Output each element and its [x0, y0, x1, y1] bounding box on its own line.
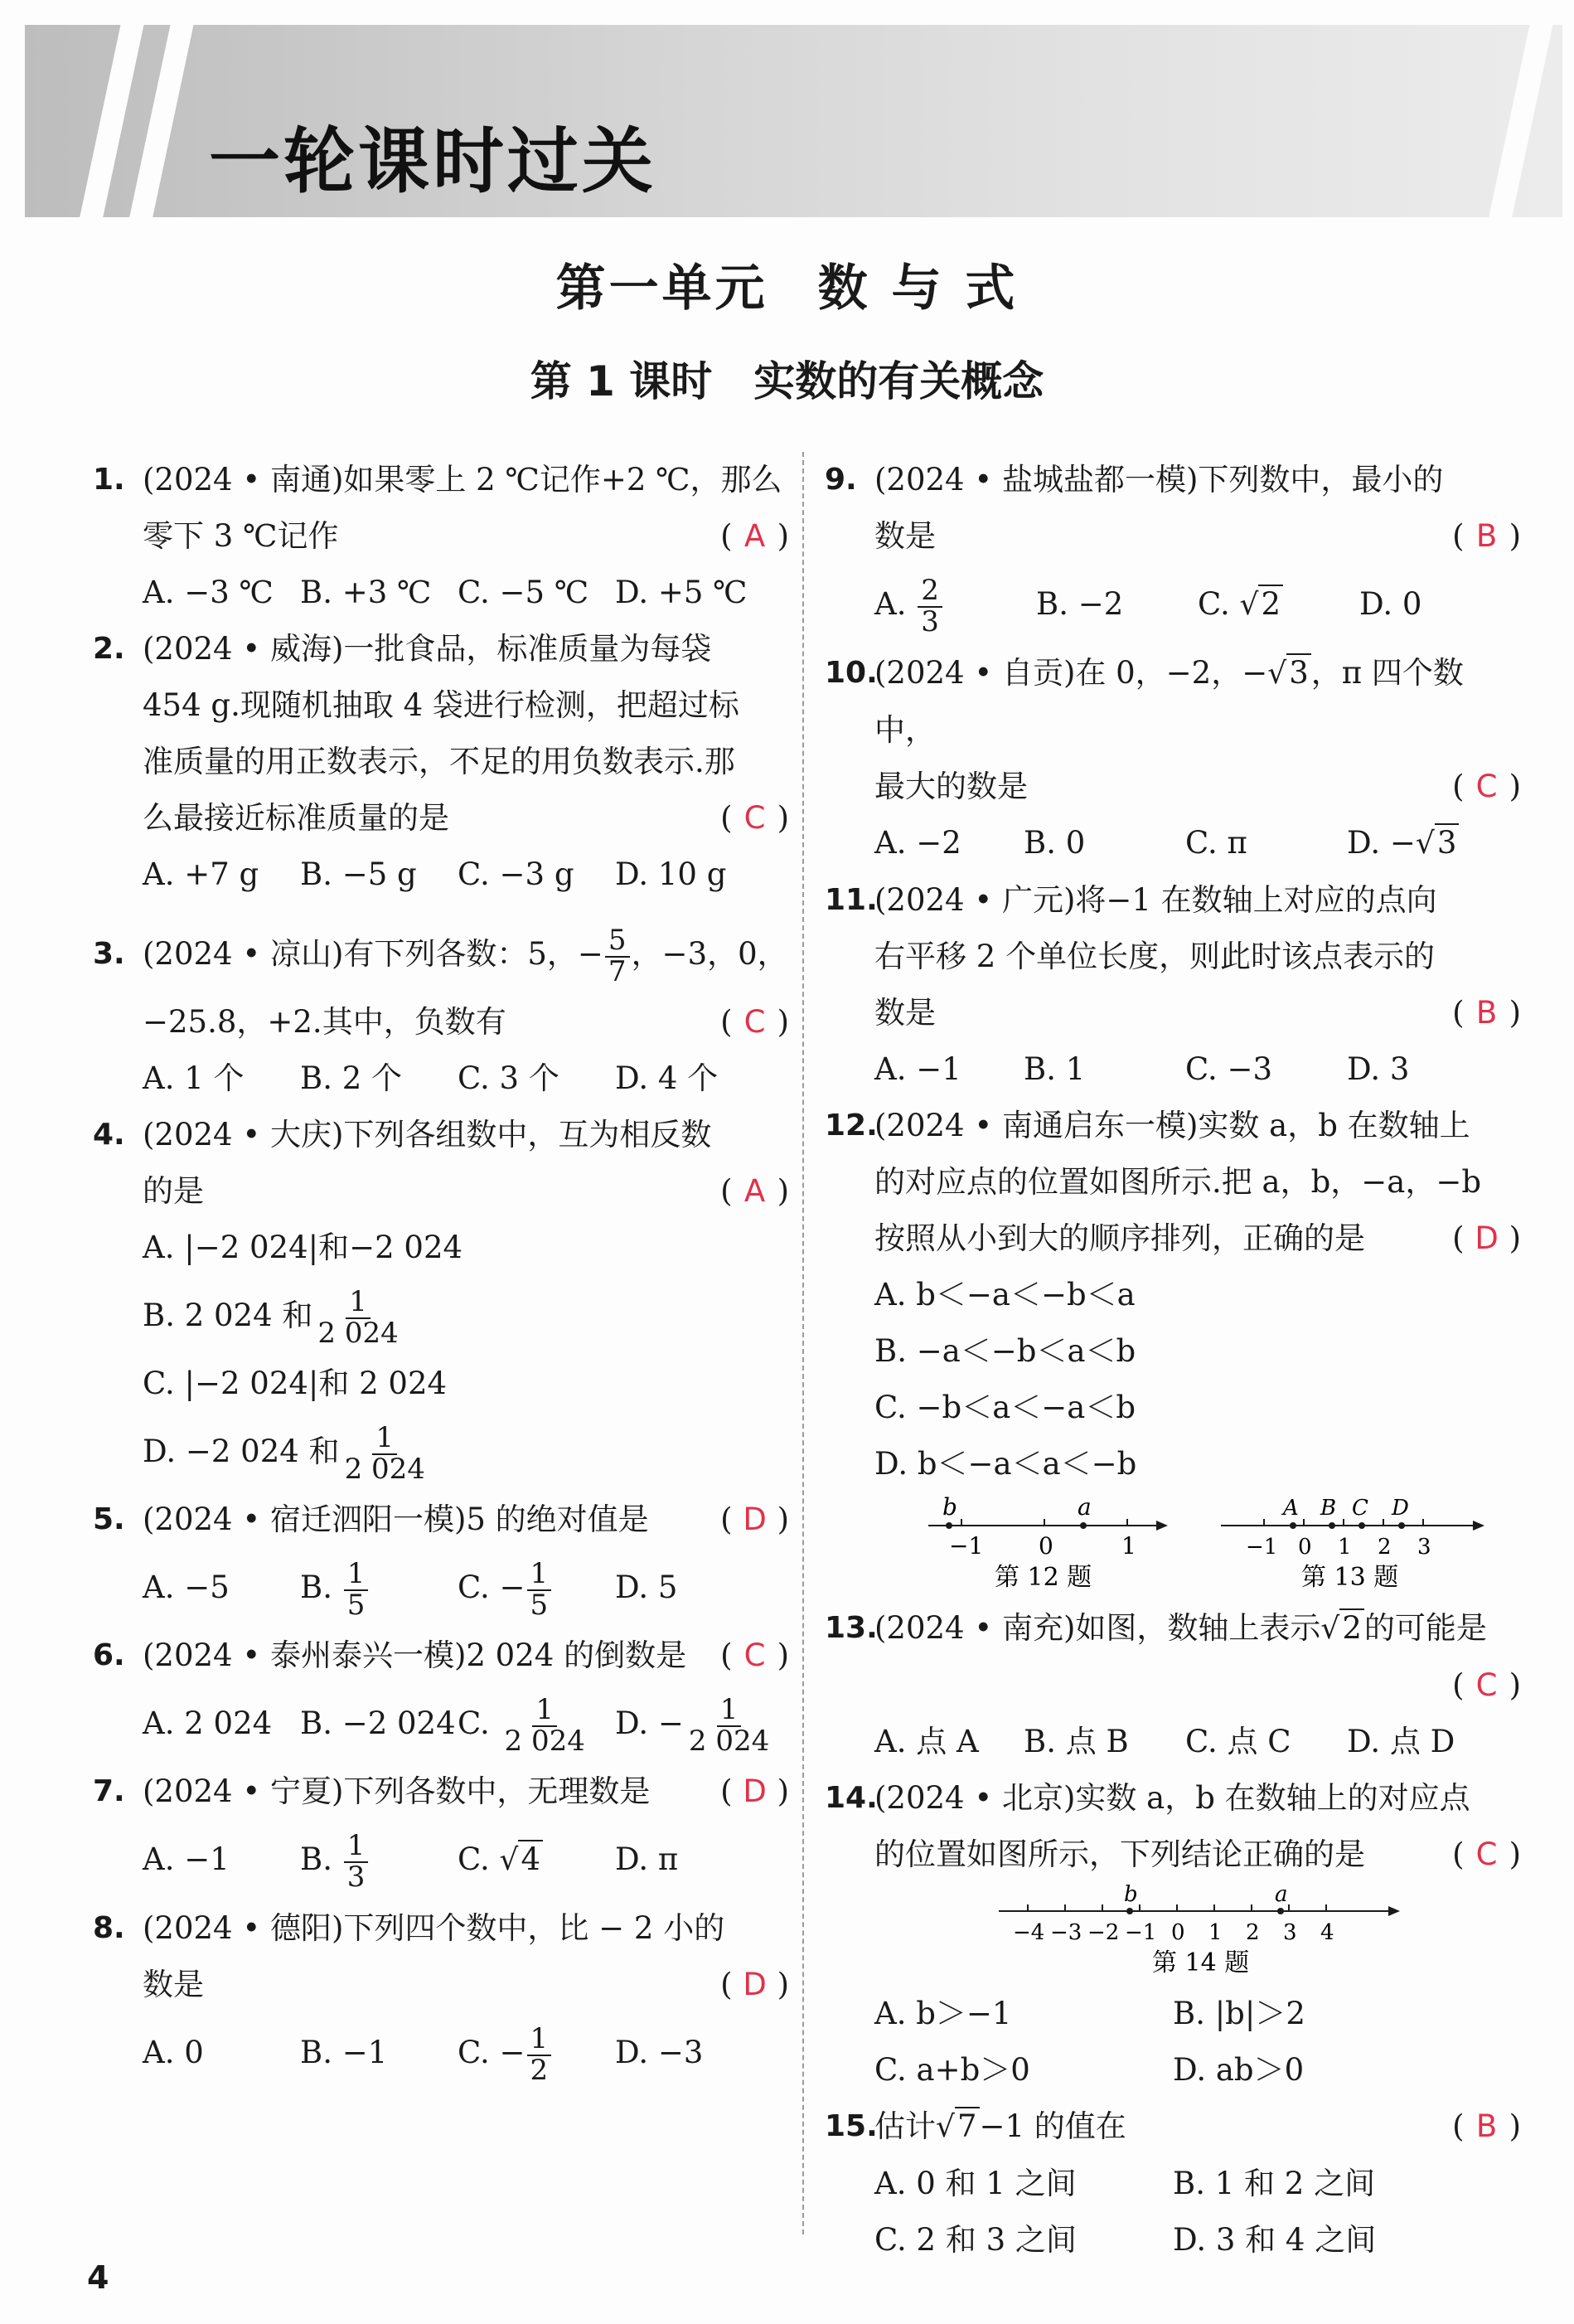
sqrt: √3	[1267, 645, 1311, 702]
label-b-12: b	[942, 1493, 957, 1521]
options: A. +7 g B. −5 g C. −3 g D. 10 g	[143, 856, 727, 892]
question-12: 12. (2024 • 南通启东一模)实数 a，b 在数轴上 的对应点的位置如图所示.把 a，b，−a，−b 按照从小到大的顺序排列，正确的是 ( D ) A. b＜−a＜−b＜a B. −a＜−b＜a＜b C. −b＜a＜−a＜b D. b＜−a＜a＜−b	[825, 1098, 1521, 1492]
options: A. $\frac{2}{3}$ B. −2 C. √2 D. 0	[825, 565, 1521, 645]
options: A. −5 B. $\frac{1}{5}$ C. − $\frac{1}{5}$ D. 5	[143, 1556, 678, 1622]
arrow-12	[1156, 1521, 1168, 1531]
answer-bracket: ( D )	[720, 1502, 789, 1537]
question-3: 3. (2024 • 凉山)有下列各数：5，− $\frac{5}{7}$ ，−3，0， −25.8，+2.其中，负数有 ( C ) A. 1 个 B. 2 个 C. 3 个 D. 4 个	[93, 915, 789, 1107]
options: A. 2 024 B. −2 024 C. $\frac{1}{2 024}$ D. − $\frac{1}{2 024}$	[143, 1692, 770, 1758]
point-a-12	[1080, 1522, 1087, 1529]
label-a-12: a	[1078, 1493, 1092, 1521]
label-A-13: A	[1283, 1496, 1299, 1521]
caption-14: 第 14 题	[1152, 1948, 1250, 1977]
tick-14-m1: −1	[1125, 1920, 1157, 1945]
header-banner	[25, 25, 1562, 217]
point-b-12	[946, 1522, 952, 1529]
answer-bracket: ( B )	[1452, 995, 1521, 1031]
sqrt: √2	[1240, 565, 1284, 645]
answer-bracket: ( C )	[1452, 1836, 1521, 1872]
question-1: 1. (2024 • 南通)如果零上 2 ℃记作+2 ℃，那么 零下 3 ℃记作 ( A ) A. −3 ℃ B. +3 ℃ C. −5 ℃ D. +5 ℃	[93, 452, 789, 621]
options: A. 0 B. −1 C. − $\frac{1}{2}$ D. −3	[143, 2021, 704, 2087]
answer-bracket: ( D )	[1452, 1220, 1521, 1256]
answer-bracket: ( A )	[720, 518, 789, 554]
tick-14-m4: −4	[1013, 1920, 1045, 1945]
answer-bracket: ( C )	[720, 800, 789, 836]
label-B-13: B	[1320, 1496, 1337, 1521]
answer-bracket: ( D )	[720, 1967, 789, 2002]
question-4: 4. (2024 • 大庆)下列各组数中，互为相反数 的是 ( A ) A. |−2 024|和−2 024 B. 2 024 和 $\frac{1}{2 024}$ C. |−2 024|和 2 024 D. −2 024 和 $\frac{1}{2 024}$	[93, 1107, 789, 1492]
label-a-14: a	[1275, 1883, 1288, 1907]
right-column	[825, 452, 1521, 2268]
arrow-14	[1388, 1906, 1400, 1916]
options: A. |−2 024|和−2 024 B. 2 024 和 $\frac{1}{2 024}$ C. |−2 024|和 2 024 D. −2 024 和 $\frac{1}{2 024}$	[143, 1230, 463, 1486]
question-8: 8. (2024 • 德阳)下列四个数中，比 − 2 小的 数是 ( D ) A. 0 B. −1 C. − $\frac{1}{2}$ D. −3	[93, 1900, 789, 2093]
caption-13: 第 13 题	[1301, 1563, 1399, 1592]
tick-13-1: 1	[1338, 1535, 1352, 1560]
options: A. −1 B. 1 C. −3 D. 3	[874, 1051, 1410, 1087]
sqrt: √7	[936, 2098, 980, 2156]
question-14: 14. (2024 • 北京)实数 a，b 在数轴上的对应点 的位置如图所示，下列结论正确的是 ( C ) b a −4 −3 −2 −1 0 1 2 3 4 第 14 题 A. b＞−1 B. |b|＞2 C. a+b＞0 D. ab＞0	[825, 1770, 1521, 2098]
tick-12-0: 0	[1039, 1532, 1053, 1560]
options: A. −3 ℃ B. +3 ℃ C. −5 ℃ D. +5 ℃	[143, 575, 748, 610]
tick-14-m2: −2	[1087, 1920, 1120, 1945]
tick-13-2: 2	[1378, 1535, 1392, 1560]
question-11: 11. (2024 • 广元)将−1 在数轴上对应的点向 右平移 2 个单位长度，则此时该点表示的 数是 ( B ) A. −1 B. 1 C. −3 D. 3	[825, 872, 1521, 1098]
question-15: 15. 估计√7−1 的值在 ( B ) A. 0 和 1 之间 B. 1 和 2 之间 C. 2 和 3 之间 D. 3 和 4 之间	[825, 2098, 1521, 2268]
tick-14-3: 3	[1283, 1920, 1297, 1945]
answer-bracket: ( D )	[720, 1773, 789, 1809]
left-column	[93, 452, 789, 2093]
label-C-13: C	[1352, 1496, 1368, 1521]
question-10: 10. (2024 • 自贡)在 0，−2，−√3，π 四个数中， 最大的数是 ( C ) A. −2 B. 0 C. π D. −√3	[825, 645, 1521, 872]
question-2: 2. (2024 • 威海)一批食品，标准质量为每袋 454 g.现随机抽取 4 袋进行检测，把超过标 准质量的用正数表示，不足的用负数表示.那 么最接近标准质量的是 ( C ) A. +7 g B. −5 g C. −3 g D. 10 g	[93, 621, 789, 903]
sqrt: √3	[1416, 815, 1460, 872]
tick-13-0: 0	[1298, 1535, 1312, 1560]
figures-12-13	[825, 1492, 1521, 1600]
answer-bracket: ( B )	[1452, 2108, 1521, 2144]
question-5: 5. (2024 • 宿迁泗阳一模)5 的绝对值是 ( D ) A. −5 B. $\frac{1}{5}$ C. − $\frac{1}{5}$ D. 5	[93, 1492, 789, 1628]
tick-13-3: 3	[1417, 1535, 1431, 1560]
number-line-14	[825, 1883, 1521, 1986]
answer-bracket: ( C )	[720, 1004, 789, 1040]
answer-bracket: ( B )	[1452, 518, 1521, 554]
options: A. 0 和 1 之间 B. 1 和 2 之间 C. 2 和 3 之间 D. 3 和 4 之间	[874, 2166, 1377, 2258]
question-9: 9. (2024 • 盐城盐都一模)下列数中，最小的 数是 ( B ) A. $\frac{2}{3}$ B. −2 C. √2 D. 0	[825, 452, 1521, 645]
arrow-13	[1473, 1521, 1484, 1531]
question-13: 13. (2024 • 南充)如图，数轴上表示√2的可能是 ( C ) A. 点 A B. 点 B C. 点 C D. 点 D	[825, 1600, 1521, 1770]
unit-title: 第一单元 数 与 式	[555, 260, 1019, 318]
tick-14-2: 2	[1246, 1920, 1260, 1945]
column-divider	[802, 452, 804, 2234]
sqrt: √4	[500, 1820, 544, 1900]
number-lines-12-13	[825, 1492, 1521, 1600]
tick-14-m3: −3	[1050, 1920, 1082, 1945]
tick-12-m1: −1	[949, 1532, 984, 1560]
label-D-13: D	[1392, 1496, 1409, 1521]
figure-14	[825, 1883, 1521, 1986]
options: A. 1 个 B. 2 个 C. 3 个 D. 4 个	[143, 1060, 719, 1096]
tick-14-0: 0	[1171, 1920, 1185, 1945]
banner-title: 一轮课时过关	[209, 120, 656, 203]
options: A. −1 B. $\frac{1}{3}$ C. √4 D. π	[93, 1820, 789, 1900]
answer-bracket: ( A )	[720, 1173, 789, 1209]
options: A. 点 A B. 点 B C. 点 C D. 点 D	[874, 1724, 1455, 1759]
options: A. −2 B. 0 C. π D. −√3	[825, 815, 1521, 872]
question-6: 6. (2024 • 泰州泰兴一模)2 024 的倒数是 ( C ) A. 2 024 B. −2 024 C. $\frac{1}{2 024}$ D. − $\frac{1}{2 024}$	[93, 1628, 789, 1764]
answer-bracket: ( C )	[720, 1637, 789, 1673]
page-number: 4	[87, 2259, 109, 2296]
tick-12-1: 1	[1121, 1532, 1136, 1560]
answer-bracket: ( C )	[1452, 769, 1521, 804]
point-a-14	[1277, 1908, 1284, 1914]
options: A. b＜−a＜−b＜a B. −a＜−b＜a＜b C. −b＜a＜−a＜b D. b＜−a＜a＜−b	[874, 1277, 1137, 1482]
tick-14-1: 1	[1208, 1920, 1223, 1945]
label-b-14: b	[1124, 1883, 1138, 1907]
tick-14-4: 4	[1320, 1920, 1334, 1945]
options: A. b＞−1 B. |b|＞2 C. a+b＞0 D. ab＞0	[874, 1996, 1305, 2088]
tick-13-m1: −1	[1246, 1535, 1278, 1560]
answer-bracket: ( C )	[1452, 1667, 1521, 1703]
caption-12: 第 12 题	[995, 1563, 1092, 1592]
lesson-title: 第 1 课时 实数的有关概念	[530, 357, 1044, 405]
sqrt: √2	[1320, 1600, 1364, 1657]
point-b-14	[1126, 1908, 1133, 1914]
question-7: 7. (2024 • 宁夏)下列各数中，无理数是 ( D ) A. −1 B. $\frac{1}{3}$ C. √4 D. π	[93, 1764, 789, 1900]
